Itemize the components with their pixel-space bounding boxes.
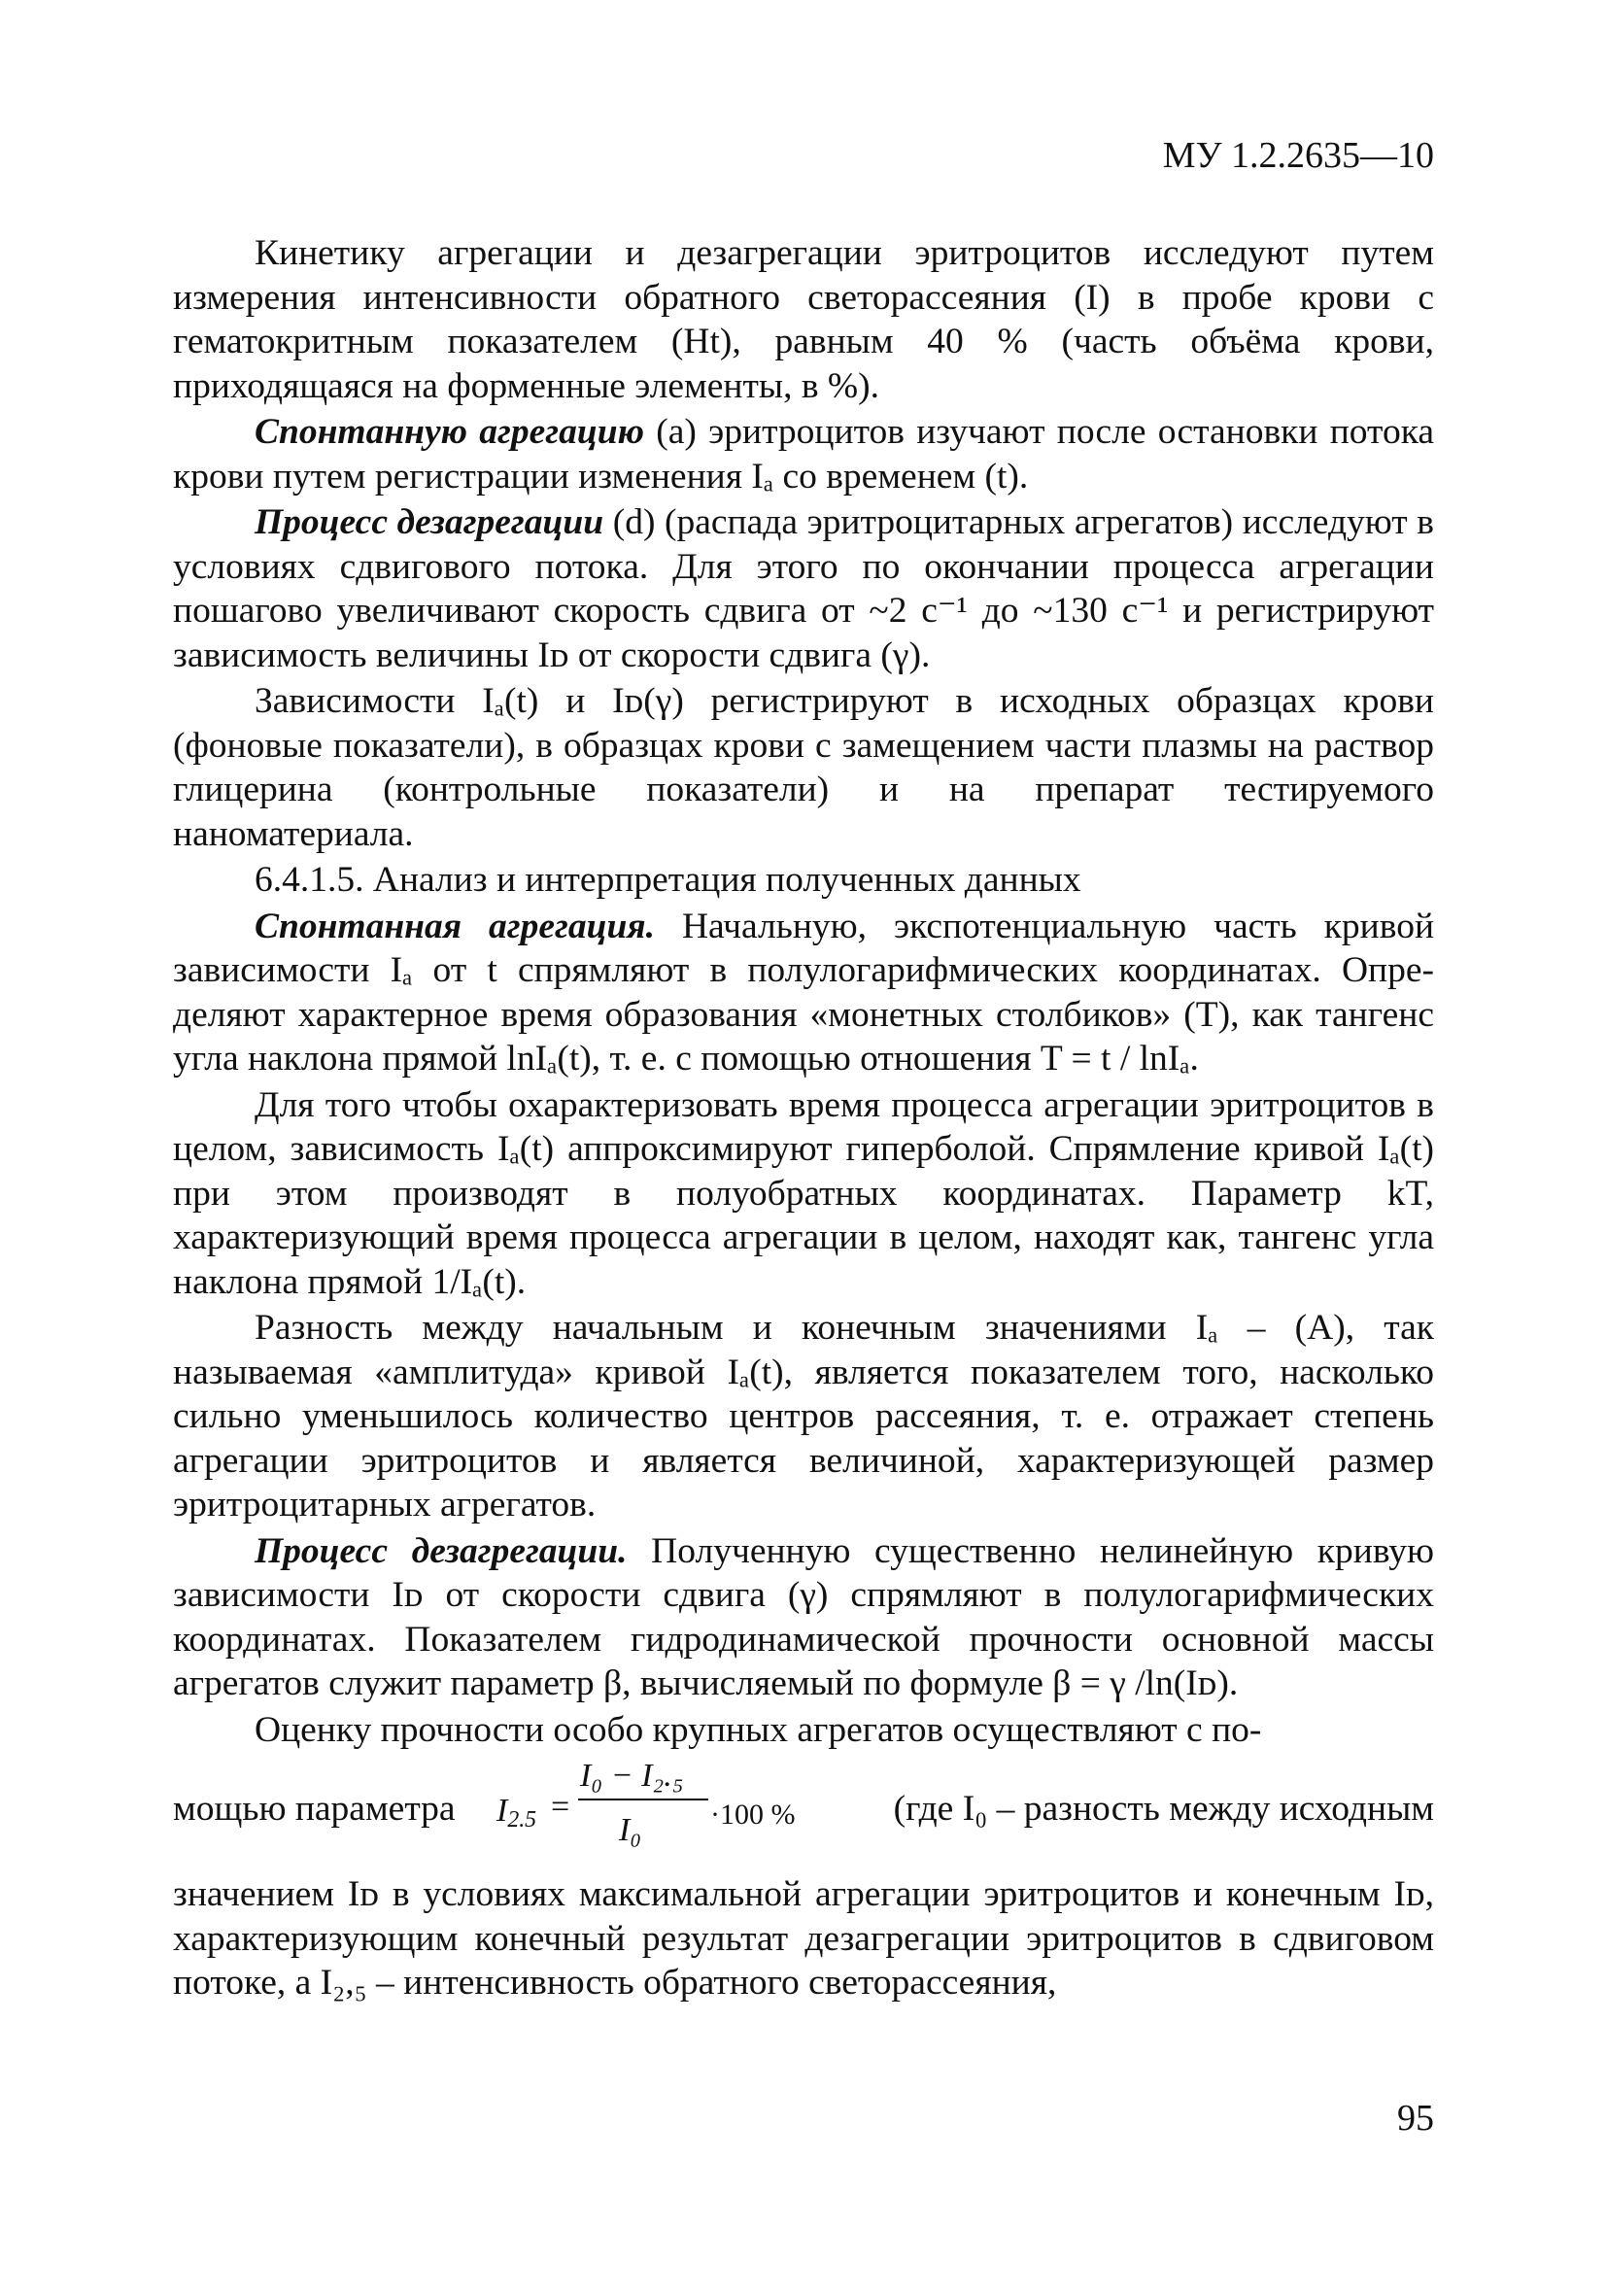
paragraph-i25-definition: значением Iᴅ в условиях максимальной агрегации эритроцитов и конечным Iᴅ, характеризующим конечный результат дезагрегации эритроцитов в сдвиговом потоке, а I₂,₅ – интенсивность обратного светорассеяния, (173, 1874, 1434, 2003)
formula-trailing-text: (где I₀ – разность между исходным (893, 1789, 1434, 1829)
paragraph-spontaneous-aggregation-analysis-text: Начальную, экспотенциальную часть кривой зависимости Iₐ от t спрямляют в полулогарифмических координатах. Определяют характерное время образования «монетных столбиков» (T), как тангенс угла наклона прямой lnIₐ(t), т. е. с помощью отношения T = t / lnIₐ. (173, 906, 1435, 1079)
section-heading-6-4-1-5: 6.4.1.5. Анализ и интерпретация полученных данных (255, 860, 1081, 900)
paragraph-disaggregation-analysis (173, 1529, 1434, 1706)
paragraph-amplitude: Разность между начальным и конечным значениями Iₐ – (A), так называемая «амплитуда» кривой Iₐ(t), является показателем того, насколько сильно уменьшилось количество центров рассеяния, т. е. отражает степень агрегации эритроцитов и является величиной, характеризующей размер эритроцитарных агрегатов. (173, 1308, 1434, 1525)
formula-numerator: I₀ − I₂.₅ (580, 1758, 684, 1794)
formula-i25 (496, 1754, 796, 1868)
document-code-header: МУ 1.2.2635—10 (1162, 135, 1434, 176)
paragraph-disaggregation-process-text: (d) (распада эритроцитарных агрегатов) исследуют в условиях сдвигового потока. Для этого по окончании процесса агрегации пошагово увеличивают скорость сдвига от ~2 с⁻¹ до ~130 с⁻¹ и регистрируют зависимость величины Iᴅ от скорости сдвига (γ). (173, 502, 1434, 675)
formula-lead-text: мощью параметра (173, 1789, 456, 1829)
paragraph-disaggregation-process (173, 500, 1434, 677)
paragraph-spontaneous-aggregation (173, 410, 1434, 498)
term-spontaneous-aggregation: Спонтанную агрегацию (255, 412, 644, 452)
term-disaggregation-process: Процесс дезагрегации (255, 502, 604, 542)
paragraph-aggregation-time: Для того чтобы охарактеризовать время процесса агрегации эритроцитов в целом, зависимость Iₐ(t) аппроксимируют гиперболой. Спрямление кривой Iₐ(t) при этом производят в полуобратных координатах. Параметр kT, характеризующий время процесса агрегации в целом, находят как, тангенс угла наклона прямой 1/Iₐ(t). (173, 1084, 1434, 1302)
paragraph-dependencies: Зависимости Iₐ(t) и Iᴅ(γ) регистрируют в исходных образцах крови (фоновые показатели), в образцах крови с замещением части плазмы на раствор глицерина (контрольные показатели) и на препарат тестируемого наноматериала. (173, 681, 1434, 854)
formula-lhs: $I_{2.5}$ (496, 1793, 537, 1833)
document-body (173, 231, 1434, 2007)
term-disaggregation-analysis: Процесс дезагрегации. (255, 1530, 628, 1571)
paragraph-spontaneous-aggregation-text: (a) эритроцитов изучают после остановки потока крови путем регистрации изменения Iₐ со временем (t). (173, 412, 1434, 497)
formula-equals: = (551, 1789, 570, 1825)
formula-fraction-bar (578, 1799, 708, 1800)
formula-denominator: I₀ (619, 1812, 642, 1848)
paragraph-disaggregation-analysis-text: Полученную существенно нелинейную кривую зависимости Iᴅ от скорости сдвига (γ) спрямляют в полулогарифмических координатах. Показателем гидродинамической прочности основной массы агрегатов служит параметр β, вычисляемый по формуле β = γ /ln(Iᴅ). (173, 1530, 1435, 1703)
page-number: 95 (1397, 2098, 1434, 2139)
paragraph-kinetics: Кинетику агрегации и дезагрегации эритроцитов исследуют путем измерения интенсивности обратного светорассеяния (I) в пробе крови с гематокритным показателем (Ht), равным 40 % (часть объёма крови, приходящаяся на форменные элементы, в %). (173, 233, 1434, 406)
paragraph-spontaneous-aggregation-analysis (173, 905, 1434, 1081)
paragraph-large-aggregates: Оценку прочности особо крупных агрегатов осуществляют с по- (255, 1709, 1262, 1750)
term-spontaneous-aggregation-analysis: Спонтанная агрегация. (255, 906, 655, 946)
formula-multiplier: ·100 % (710, 1799, 796, 1831)
formula-line (173, 1754, 1434, 1868)
